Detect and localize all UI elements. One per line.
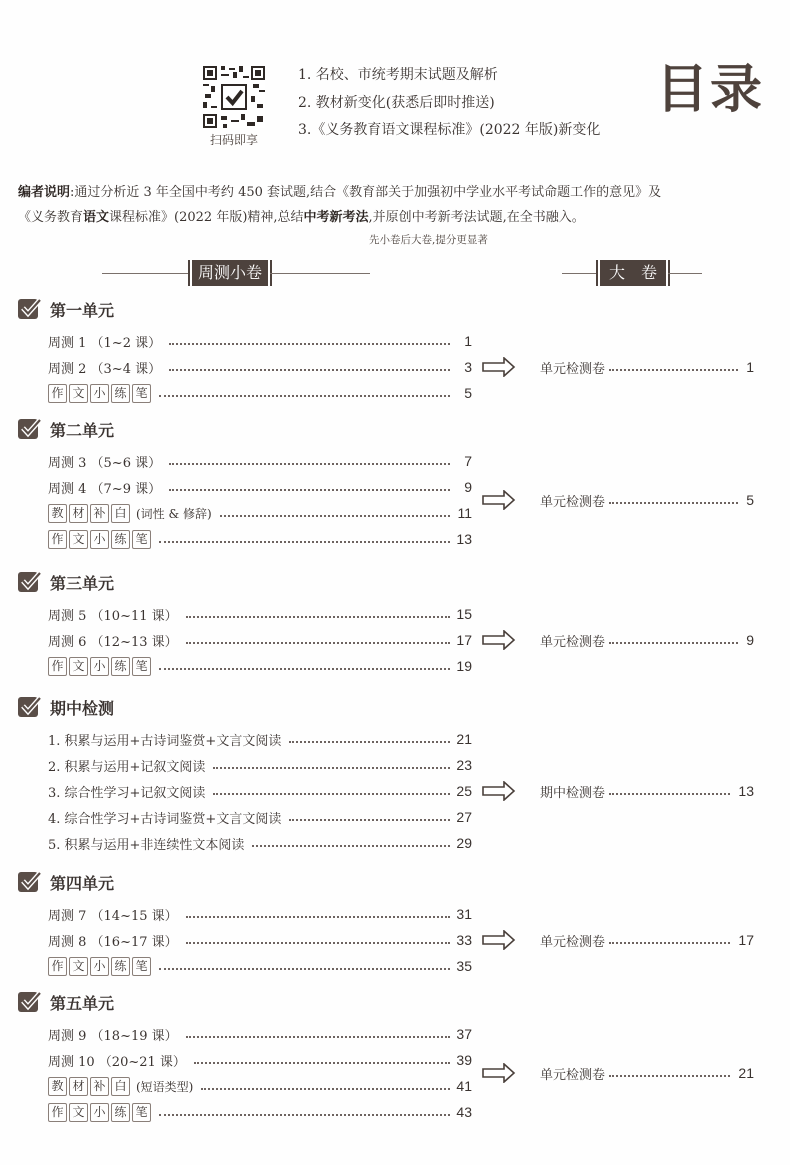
page-number: 31: [456, 906, 472, 922]
section-heading: [18, 417, 114, 441]
dot-leader: [609, 793, 730, 795]
section-heading: [18, 695, 114, 719]
editor-note: [18, 180, 778, 230]
dot-leader: [186, 916, 450, 918]
dot-leader: [289, 741, 450, 743]
big-test-entry[interactable]: [482, 629, 754, 651]
slogan: 先小卷后大卷,提分更显著: [369, 234, 488, 246]
arrow-right-icon: [482, 1063, 516, 1083]
label-boxes: [48, 504, 130, 523]
page-number: 1: [746, 359, 754, 375]
page-number: 9: [746, 632, 754, 648]
label-box: 材: [69, 1077, 88, 1096]
entry-label: 周测 1 （1~2 课）: [48, 335, 162, 351]
page-number: 7: [464, 453, 472, 469]
editor-note-text: ,并原创中考新考法试题,在全书融入。: [368, 210, 585, 225]
label-box: 小: [90, 384, 109, 403]
divider-line: [668, 273, 702, 274]
dot-leader: [186, 942, 450, 944]
dot-leader: [169, 343, 450, 345]
toc-entry[interactable]: [48, 331, 472, 351]
page-number: 23: [456, 757, 472, 773]
qr-caption: 扫码即享: [209, 133, 258, 147]
page-number: 39: [456, 1052, 472, 1068]
checkbox-icon: [18, 697, 38, 717]
label-box: 文: [69, 957, 88, 976]
label-box: 练: [111, 657, 130, 676]
qr-code-icon[interactable]: [203, 66, 265, 128]
page-number: 5: [746, 492, 754, 508]
toc-entry[interactable]: [48, 1076, 472, 1096]
page-number: 25: [456, 783, 472, 799]
label-box: 练: [111, 1103, 130, 1122]
arrow-right-icon: [482, 357, 516, 377]
page-number: 43: [456, 1104, 472, 1120]
label-boxes: [48, 657, 151, 676]
label-box: 文: [69, 657, 88, 676]
checkbox-icon: [18, 419, 38, 439]
label-box: 教: [48, 504, 67, 523]
label-box: 作: [48, 657, 67, 676]
dot-leader: [213, 793, 450, 795]
toc-entry[interactable]: [48, 807, 472, 827]
entry-label: 2. 积累与运用+记叙文阅读: [48, 759, 206, 775]
big-test-label: 单元检测卷: [540, 634, 606, 650]
toc-entry[interactable]: [48, 833, 472, 853]
section-title: 第二单元: [50, 420, 115, 440]
big-test-entry[interactable]: [482, 929, 754, 951]
label-box: 小: [90, 530, 109, 549]
dot-leader: [159, 541, 450, 543]
toc-entry[interactable]: [48, 781, 472, 801]
label-box: 笔: [132, 384, 151, 403]
page-number: 27: [456, 809, 472, 825]
toc-entry[interactable]: [48, 729, 472, 749]
big-test-label: 单元检测卷: [540, 934, 606, 950]
label-box: 文: [69, 1103, 88, 1122]
label-box: 作: [48, 530, 67, 549]
big-test-entry[interactable]: [482, 356, 754, 378]
checkbox-icon: [18, 992, 38, 1012]
toc-entry[interactable]: [48, 904, 472, 924]
page-number: 5: [464, 385, 472, 401]
big-test-label: 单元检测卷: [540, 1067, 606, 1083]
big-test-label: 期中检测卷: [540, 785, 606, 801]
dot-leader: [159, 968, 450, 970]
label-box: 笔: [132, 1103, 151, 1122]
page-number: 19: [456, 658, 472, 674]
dot-leader: [169, 369, 450, 371]
toc-entry[interactable]: [48, 755, 472, 775]
label-box: 补: [90, 504, 109, 523]
divider-line: [562, 273, 596, 274]
checkbox-icon: [18, 872, 38, 892]
toc-entry[interactable]: [48, 357, 472, 377]
section-heading: [18, 990, 114, 1014]
toc-entry[interactable]: [48, 656, 472, 676]
editor-note-label: 编者说明: [18, 185, 71, 200]
dot-leader: [213, 767, 450, 769]
label-boxes: [48, 530, 151, 549]
section-title: 期中检测: [50, 698, 115, 718]
entry-label: 周测 10 （20~21 课）: [48, 1054, 186, 1070]
page-number: 29: [456, 835, 472, 851]
entry-note: (词性 & 修辞): [136, 506, 212, 521]
toc-entry[interactable]: [48, 1050, 472, 1070]
page-number: 13: [456, 531, 472, 547]
arrow-right-icon: [482, 490, 516, 510]
dot-leader: [609, 1075, 730, 1077]
label-boxes: [48, 1103, 151, 1122]
page-number: 21: [738, 1065, 754, 1081]
label-box: 补: [90, 1077, 109, 1096]
page-number: 33: [456, 932, 472, 948]
entry-label: 周测 2 （3~4 课）: [48, 361, 162, 377]
toc-entry[interactable]: [48, 604, 472, 624]
entry-label: 3. 综合性学习+记叙文阅读: [48, 785, 206, 801]
dot-leader: [159, 395, 450, 397]
dot-leader: [186, 642, 450, 644]
label-box: 笔: [132, 530, 151, 549]
label-box: 笔: [132, 657, 151, 676]
entry-label: 4. 综合性学习+古诗词鉴赏+文言文阅读: [48, 811, 282, 827]
section-title: 第一单元: [50, 300, 115, 320]
label-box: 小: [90, 657, 109, 676]
label-box: 文: [69, 530, 88, 549]
label-boxes: [48, 384, 151, 403]
entry-label: 周测 7 （14~15 课）: [48, 908, 178, 924]
editor-note-line1: :通过分析近 3 年全国中考约 450 套试题,结合《教育部关于加强初中学业水平考试命题工作的意见》及: [70, 185, 662, 200]
label-box: 笔: [132, 957, 151, 976]
label-boxes: [48, 1077, 130, 1096]
toc-entry[interactable]: [48, 630, 472, 650]
header-item-1: 1. 名校、市统考期末试题及解析: [298, 67, 498, 83]
entry-label: 周测 3 （5~6 课）: [48, 455, 162, 471]
dot-leader: [609, 642, 738, 644]
arrow-right-icon: [482, 781, 516, 801]
label-boxes: [48, 957, 151, 976]
label-box: 小: [90, 957, 109, 976]
editor-note-text: 《义务教育: [18, 210, 84, 225]
dot-leader: [159, 668, 450, 670]
big-test-label: 单元检测卷: [540, 361, 606, 377]
page-number: 15: [456, 606, 472, 622]
entry-label: 1. 积累与运用+古诗词鉴赏+文言文阅读: [48, 733, 282, 749]
label-box: 白: [111, 504, 130, 523]
editor-note-bold: 语文: [83, 210, 110, 225]
page-number: 3: [464, 359, 472, 375]
editor-note-text: 课程标准》(2022 年版)精神,总结: [109, 210, 304, 225]
banner-big-tests: 大 卷: [596, 260, 670, 286]
label-box: 材: [69, 504, 88, 523]
label-box: 作: [48, 384, 67, 403]
label-box: 作: [48, 1103, 67, 1122]
divider-line: [270, 273, 370, 274]
page-number: 1: [464, 333, 472, 349]
page-number: 13: [738, 783, 754, 799]
section-title: 第三单元: [50, 573, 115, 593]
page-number: 41: [456, 1078, 472, 1094]
toc-entry[interactable]: [48, 451, 472, 471]
dot-leader: [609, 942, 730, 944]
label-box: 文: [69, 384, 88, 403]
dot-leader: [201, 1088, 450, 1090]
toc-entry[interactable]: [48, 1024, 472, 1044]
toc-entry[interactable]: [48, 930, 472, 950]
dot-leader: [609, 502, 738, 504]
dot-leader: [609, 369, 738, 371]
dot-leader: [194, 1062, 450, 1064]
checkbox-icon: [18, 572, 38, 592]
arrow-right-icon: [482, 630, 516, 650]
banner-weekly-tests: 周测小卷: [188, 260, 272, 286]
entry-label: 周测 9 （18~19 课）: [48, 1028, 178, 1044]
toc-entry[interactable]: [48, 477, 472, 497]
page-number: 37: [456, 1026, 472, 1042]
entry-label: 周测 4 （7~9 课）: [48, 481, 162, 497]
page-number: 11: [457, 505, 472, 521]
page-number: 35: [456, 958, 472, 974]
label-box: 教: [48, 1077, 67, 1096]
label-box: 白: [111, 1077, 130, 1096]
page-number: 17: [456, 632, 472, 648]
entry-note: (短语类型): [136, 1079, 194, 1094]
toc-entry[interactable]: [48, 503, 472, 523]
dot-leader: [220, 515, 450, 517]
label-box: 作: [48, 957, 67, 976]
dot-leader: [169, 489, 450, 491]
dot-leader: [169, 463, 450, 465]
section-title: 第五单元: [50, 993, 115, 1013]
section-heading: [18, 570, 114, 594]
entry-label: 5. 积累与运用+非连续性文本阅读: [48, 837, 245, 853]
entry-label: 周测 6 （12~13 课）: [48, 634, 178, 650]
label-box: 小: [90, 1103, 109, 1122]
divider-line: [102, 273, 188, 274]
label-box: 练: [111, 957, 130, 976]
header-item-2: 2. 教材新变化(获悉后即时推送): [298, 95, 495, 111]
page-number: 17: [738, 932, 754, 948]
section-title: 第四单元: [50, 873, 115, 893]
toc-entry[interactable]: [48, 529, 472, 549]
label-box: 练: [111, 530, 130, 549]
page-title: 目录: [656, 60, 765, 120]
editor-note-bold: 中考新考法: [303, 210, 369, 225]
dot-leader: [289, 819, 450, 821]
arrow-right-icon: [482, 930, 516, 950]
dot-leader: [186, 616, 450, 618]
section-heading: [18, 297, 114, 321]
header-item-3: 3.《义务教育语文课程标准》(2022 年版)新变化: [298, 122, 601, 138]
checkbox-icon: [18, 299, 38, 319]
label-box: 练: [111, 384, 130, 403]
big-test-entry[interactable]: [482, 489, 754, 511]
toc-entry[interactable]: [48, 956, 472, 976]
toc-entry[interactable]: [48, 1102, 472, 1122]
dot-leader: [186, 1036, 450, 1038]
big-test-label: 单元检测卷: [540, 494, 606, 510]
entry-label: 周测 8 （16~17 课）: [48, 934, 178, 950]
toc-entry[interactable]: [48, 383, 472, 403]
entry-label: 周测 5 （10~11 课）: [48, 608, 178, 624]
page-number: 21: [456, 731, 472, 747]
section-heading: [18, 870, 114, 894]
dot-leader: [159, 1114, 450, 1116]
page-number: 9: [464, 479, 472, 495]
dot-leader: [252, 845, 450, 847]
big-test-entry[interactable]: [482, 780, 754, 802]
big-test-entry[interactable]: [482, 1062, 754, 1084]
